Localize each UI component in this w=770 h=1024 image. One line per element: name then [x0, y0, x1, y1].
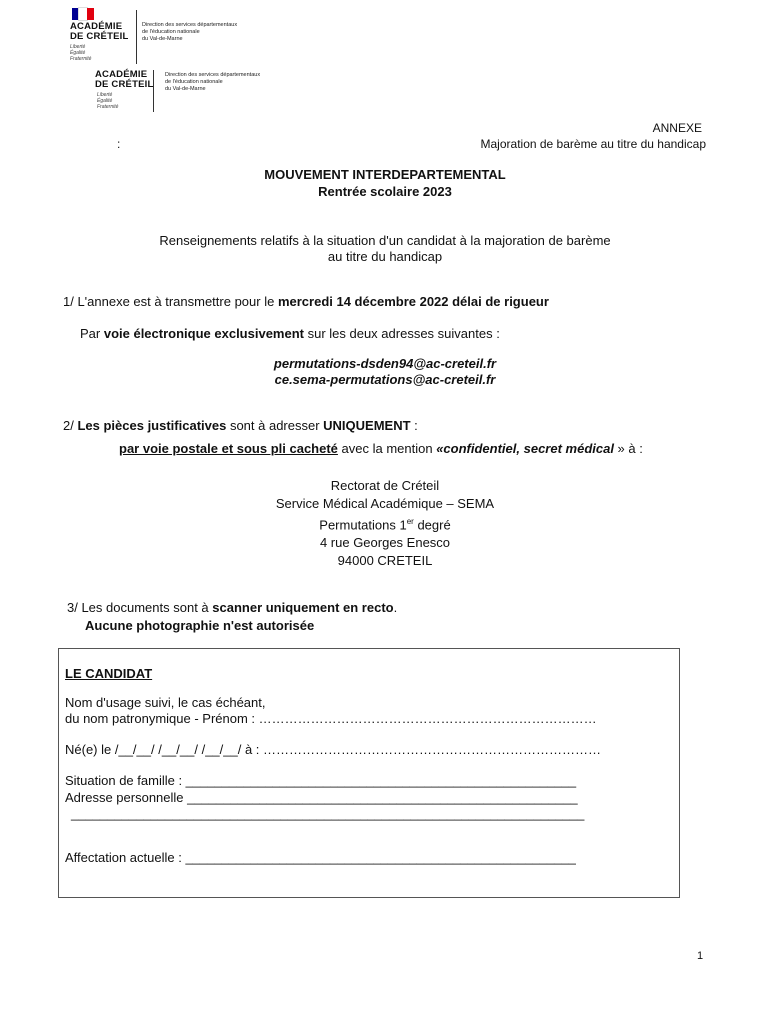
- affectation-field[interactable]: Affectation actuelle : ______________________________________________________: [65, 850, 576, 865]
- naissance-field[interactable]: Né(e) le /__/__/ /__/__/ /__/__/ à : ……………………………………………………………………: [65, 742, 602, 757]
- section-1-method: Par voie électronique exclusivement sur les deux adresses suivantes :: [80, 326, 500, 341]
- logo-academie-text: ACADÉMIE: [95, 69, 148, 80]
- section-1-deadline: 1/ L'annexe est à transmettre pour le mercredi 14 décembre 2022 délai de rigueur: [63, 294, 549, 309]
- annexe-subtitle: Majoration de barème au titre du handicap: [480, 137, 706, 151]
- annexe-colon: :: [117, 137, 121, 151]
- logo-direction-text: Direction des services départementaux de l'éducation nationale du Val-de-Marne: [142, 22, 238, 42]
- nom-field[interactable]: du nom patronymique - Prénom : ……………………………………………………………………: [65, 711, 597, 726]
- logo-divider: [136, 10, 137, 64]
- page-number: 1: [697, 950, 704, 962]
- adresse-field[interactable]: Adresse personnelle ______________________________________________________: [65, 790, 578, 805]
- marianne-flag-icon: [72, 8, 94, 20]
- email-link-1[interactable]: permutations-dsden94@ac-creteil.fr: [273, 356, 497, 371]
- candidat-heading: LE CANDIDAT: [65, 666, 153, 681]
- logo-academie-text: ACADÉMIE: [70, 21, 123, 32]
- candidat-form-box: [58, 648, 680, 898]
- section-3-scan: 3/ Les documents sont à scanner uniquement en recto.: [67, 600, 398, 615]
- annexe-label: ANNEXE: [652, 121, 702, 135]
- logo-creteil-text: DE CRÉTEIL: [95, 79, 154, 90]
- situation-famille-field[interactable]: Situation de famille : ______________________________________________________: [65, 773, 577, 788]
- nom-label-1: Nom d'usage suivi, le cas échéant,: [65, 695, 266, 710]
- section-3-no-photo: Aucune photographie n'est autorisée: [85, 618, 315, 633]
- page-subtitle: Rentrée scolaire 2023: [318, 184, 452, 199]
- section-2-postal: par voie postale et sous pli cacheté avec la mention «confidentiel, secret médical » à :: [119, 441, 643, 456]
- logo-divider: [153, 70, 154, 112]
- email-link-2[interactable]: ce.sema-permutations@ac-creteil.fr: [274, 372, 496, 387]
- logo-academie-2: [95, 70, 285, 120]
- logo-motto: Liberté Égalité Fraternité: [97, 92, 119, 110]
- intro-line-2: au titre du handicap: [327, 249, 443, 264]
- logo-motto: Liberté Égalité Fraternité: [70, 44, 92, 62]
- logo-creteil-text: DE CRÉTEIL: [70, 31, 129, 42]
- section-2-heading: 2/ Les pièces justificatives sont à adresser UNIQUEMENT :: [63, 418, 418, 433]
- intro-line-1: Renseignements relatifs à la situation d'un candidat à la majoration de barème: [159, 233, 611, 248]
- logo-direction-text: Direction des services départementaux de l'éducation nationale du Val-de-Marne: [165, 72, 261, 92]
- page-title: MOUVEMENT INTERDEPARTEMENTAL: [264, 167, 506, 182]
- adresse-field-line-2[interactable]: _______________________________________________________________________: [71, 806, 585, 821]
- postal-address: Rectorat de Créteil Service Médical Académique – SEMA Permutations 1er degré 4 rue Georges Enesco 94000 CRETEIL: [275, 478, 495, 569]
- logo-academie-1: [70, 8, 260, 68]
